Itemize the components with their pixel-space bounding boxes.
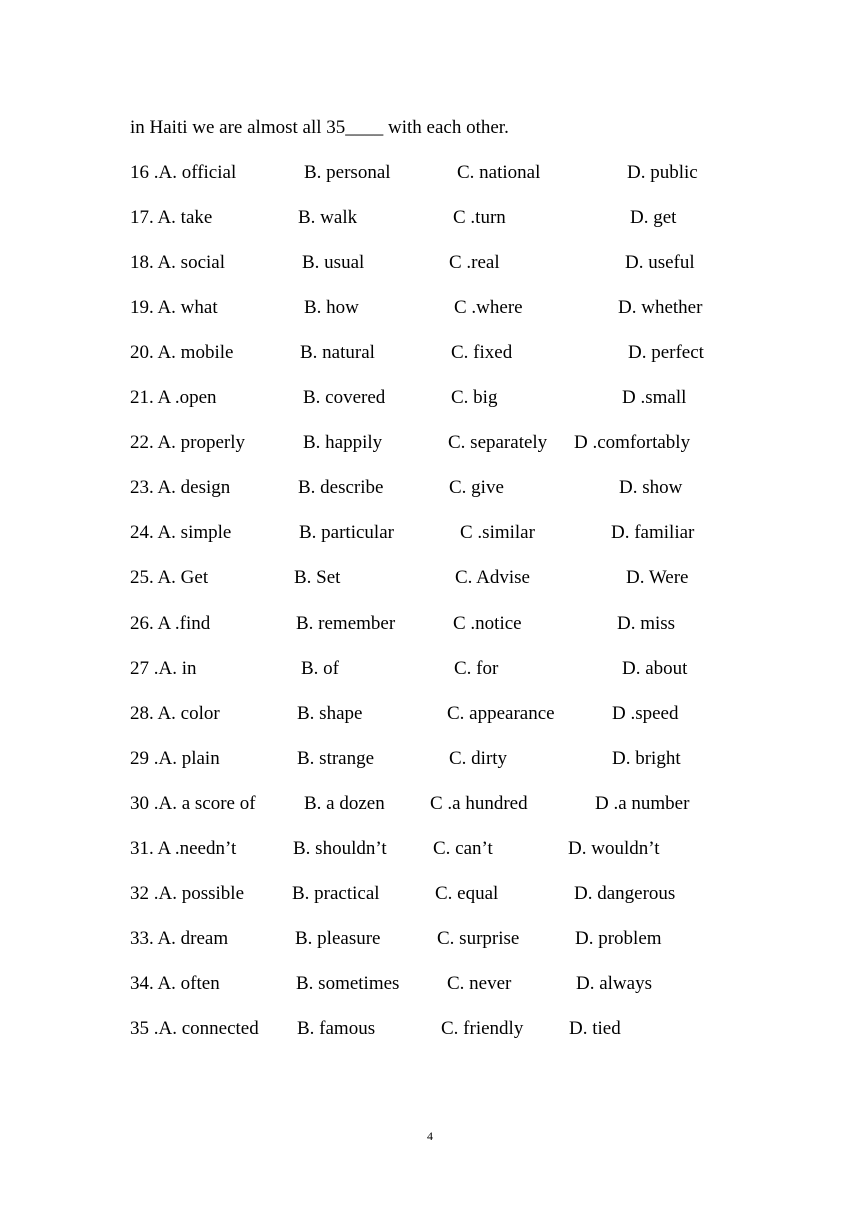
- question-number-and-option-a: [130, 297, 218, 319]
- option-b: B. usual: [302, 252, 365, 273]
- option-b: B. happily: [303, 432, 383, 453]
- option-a: A. in: [158, 658, 197, 679]
- option-a: A. mobile: [157, 342, 234, 363]
- option-d: D. public: [627, 162, 698, 183]
- question-number: 18.: [130, 252, 158, 273]
- option-d: D. show: [619, 477, 683, 498]
- option-c: C. separately: [448, 432, 548, 453]
- page-number: 4: [427, 1129, 433, 1143]
- question-number: 23.: [130, 477, 158, 498]
- option-a: A. take: [157, 207, 213, 228]
- question-number: 34.: [130, 973, 158, 994]
- question-number-and-option-a: [130, 477, 230, 499]
- option-c: C. Advise: [455, 567, 530, 588]
- option-d: D. problem: [575, 928, 662, 949]
- intro-line: in Haiti we are almost all 35____ with each other.: [130, 117, 509, 138]
- question-number-and-option-a: [130, 658, 197, 680]
- question-number: 28.: [130, 703, 158, 724]
- option-b: B. particular: [299, 522, 394, 543]
- question-number: 24.: [130, 522, 158, 543]
- question-number: 27 .: [130, 658, 159, 679]
- option-c: C .a hundred: [430, 793, 528, 814]
- option-c: C .where: [454, 297, 523, 318]
- question-number-and-option-a: [130, 252, 225, 274]
- option-d: D. bright: [612, 748, 681, 769]
- option-d: D. tied: [569, 1018, 621, 1039]
- option-c: C. give: [449, 477, 504, 498]
- option-c: C. fixed: [451, 342, 513, 363]
- option-b: B. famous: [297, 1018, 376, 1039]
- question-number: 25.: [130, 567, 158, 588]
- option-a: A .open: [157, 387, 217, 408]
- question-number-and-option-a: [130, 838, 236, 860]
- question-number: 21.: [130, 387, 158, 408]
- option-d: D .speed: [612, 703, 679, 724]
- option-a: A. connected: [158, 1018, 259, 1039]
- option-c: C .real: [449, 252, 500, 273]
- option-c: C .notice: [453, 613, 522, 634]
- question-number-and-option-a: [130, 387, 217, 409]
- question-number: 33.: [130, 928, 158, 949]
- question-number-and-option-a: [130, 793, 256, 815]
- option-a: A. social: [157, 252, 225, 273]
- option-d: D .comfortably: [574, 432, 691, 453]
- option-c: C. equal: [435, 883, 499, 904]
- option-b: B. strange: [297, 748, 375, 769]
- option-b: B. practical: [292, 883, 380, 904]
- option-b: B. personal: [304, 162, 391, 183]
- option-d: D. wouldn’t: [568, 838, 660, 859]
- question-number-and-option-a: [130, 703, 220, 725]
- question-number: 20.: [130, 342, 158, 363]
- question-number: 30 .: [130, 793, 159, 814]
- question-number-and-option-a: [130, 1018, 259, 1040]
- question-number: 19.: [130, 297, 158, 318]
- option-c: C. surprise: [437, 928, 520, 949]
- option-a: A .needn’t: [157, 838, 237, 859]
- option-c: C. for: [454, 658, 499, 679]
- option-a: A. often: [157, 973, 220, 994]
- option-b: B. how: [304, 297, 359, 318]
- option-c: C. national: [457, 162, 541, 183]
- question-number-and-option-a: [130, 162, 236, 184]
- question-number-and-option-a: [130, 748, 220, 770]
- option-d: D. whether: [618, 297, 703, 318]
- question-number: 22.: [130, 432, 158, 453]
- option-d: D. familiar: [611, 522, 695, 543]
- question-number-and-option-a: [130, 973, 220, 995]
- option-a: A. design: [157, 477, 231, 498]
- question-number-and-option-a: [130, 432, 245, 454]
- option-a: A. a score of: [158, 793, 256, 814]
- question-number-and-option-a: [130, 928, 228, 950]
- option-b: B. walk: [298, 207, 358, 228]
- option-d: D. perfect: [628, 342, 704, 363]
- option-a: A. simple: [157, 522, 232, 543]
- question-number-and-option-a: [130, 613, 210, 635]
- option-d: D. always: [576, 973, 652, 994]
- question-number-and-option-a: [130, 342, 233, 364]
- option-a: A. Get: [157, 567, 209, 588]
- option-c: C. dirty: [449, 748, 508, 769]
- question-number: 35 .: [130, 1018, 159, 1039]
- option-d: D. useful: [625, 252, 695, 273]
- option-c: C. appearance: [447, 703, 555, 724]
- option-b: B. a dozen: [304, 793, 385, 814]
- option-b: B. shouldn’t: [293, 838, 387, 859]
- question-number-and-option-a: [130, 567, 208, 589]
- option-a: A. plain: [158, 748, 220, 769]
- option-c: C .turn: [453, 207, 506, 228]
- option-a: A. properly: [157, 432, 246, 453]
- option-b: B. Set: [294, 567, 341, 588]
- question-number: 17.: [130, 207, 158, 228]
- option-b: B. of: [301, 658, 339, 679]
- option-d: D. about: [622, 658, 688, 679]
- question-number-and-option-a: [130, 883, 244, 905]
- question-number-and-option-a: [130, 522, 231, 544]
- option-a: A. official: [158, 162, 237, 183]
- option-a: A. what: [157, 297, 218, 318]
- option-d: D. get: [630, 207, 677, 228]
- option-c: C .similar: [460, 522, 535, 543]
- option-d: D .small: [622, 387, 687, 408]
- question-number: 29 .: [130, 748, 159, 769]
- question-number-and-option-a: [130, 207, 212, 229]
- option-d: D. dangerous: [574, 883, 676, 904]
- option-b: B. pleasure: [295, 928, 381, 949]
- question-number: 16 .: [130, 162, 159, 183]
- option-d: D. Were: [626, 567, 689, 588]
- option-b: B. describe: [298, 477, 384, 498]
- question-number: 32 .: [130, 883, 159, 904]
- option-b: B. remember: [296, 613, 396, 634]
- option-b: B. shape: [297, 703, 363, 724]
- option-b: B. natural: [300, 342, 375, 363]
- option-a: A. dream: [157, 928, 229, 949]
- option-a: A. color: [157, 703, 220, 724]
- option-c: C. can’t: [433, 838, 493, 859]
- option-b: B. covered: [303, 387, 386, 408]
- option-b: B. sometimes: [296, 973, 400, 994]
- option-a: A .find: [157, 613, 211, 634]
- question-number: 31.: [130, 838, 158, 859]
- option-c: C. friendly: [441, 1018, 524, 1039]
- option-c: C. big: [451, 387, 498, 408]
- option-a: A. possible: [158, 883, 244, 904]
- option-c: C. never: [447, 973, 512, 994]
- question-number: 26.: [130, 613, 158, 634]
- option-d: D .a number: [595, 793, 690, 814]
- option-d: D. miss: [617, 613, 676, 634]
